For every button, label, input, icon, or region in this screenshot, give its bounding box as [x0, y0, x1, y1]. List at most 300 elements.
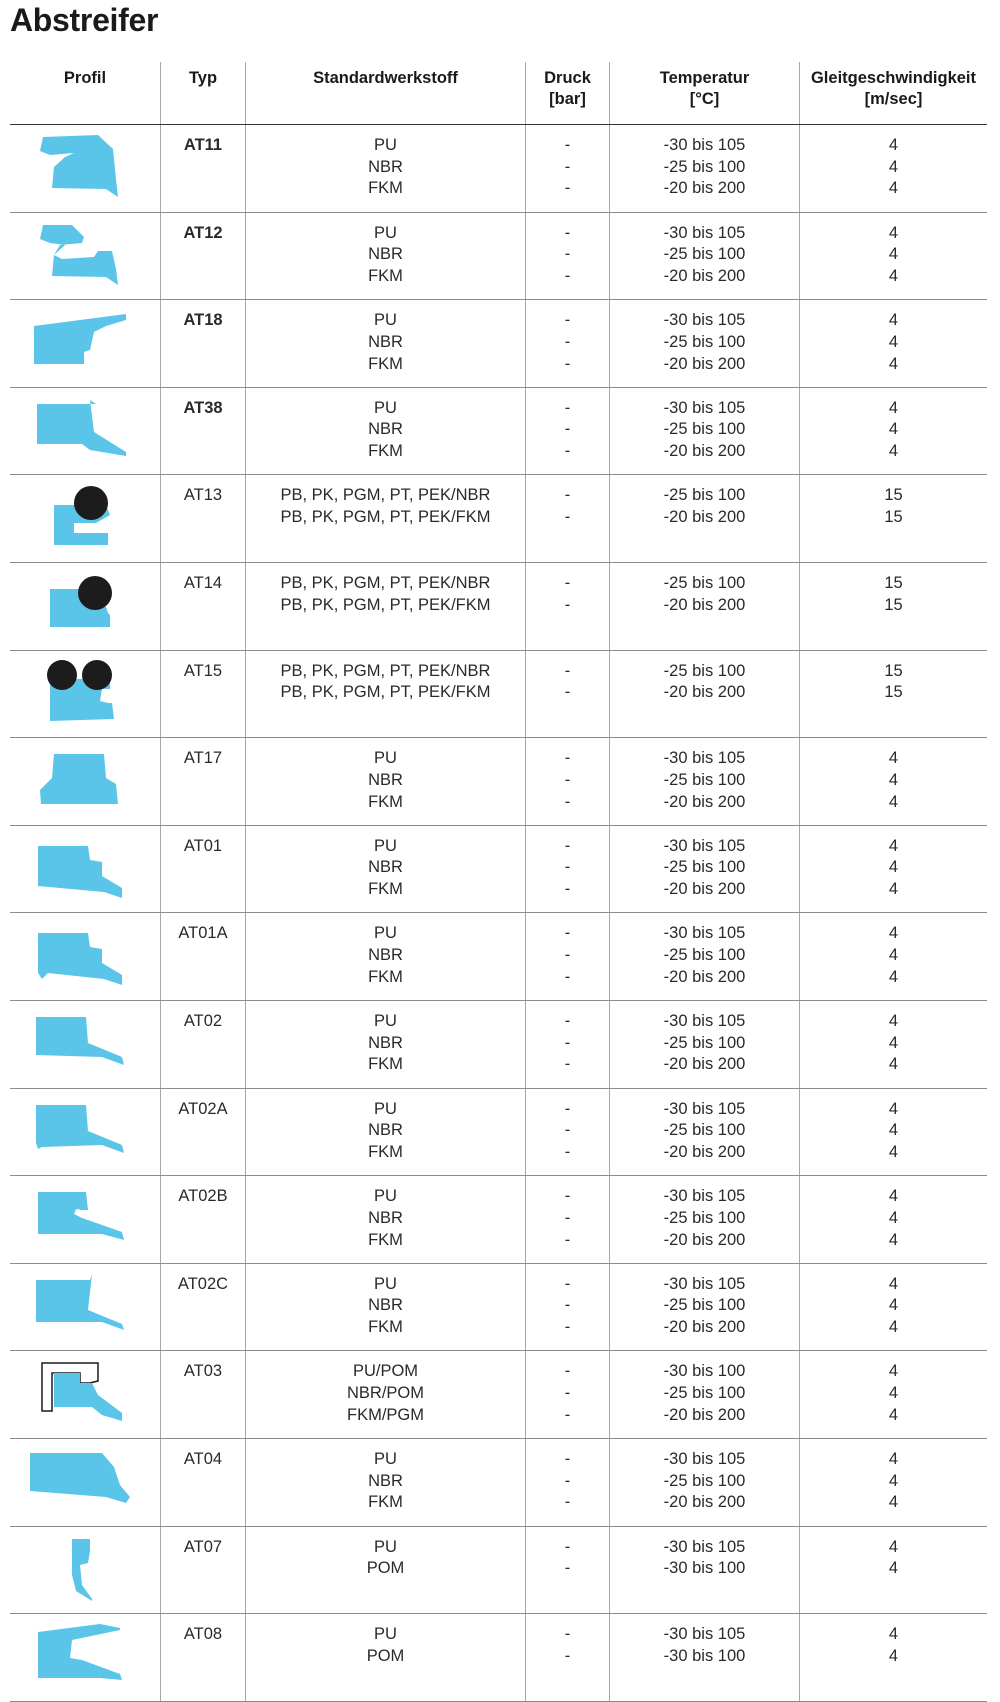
werkstoff-value: PB, PK, PGM, PT, PEK/FKM	[280, 683, 491, 702]
werkstoff-cell	[246, 563, 526, 650]
temperatur-value: -25 bis 100	[663, 486, 746, 505]
table-row	[10, 1001, 987, 1089]
druck-value: -	[564, 1646, 571, 1665]
table-row	[10, 1176, 987, 1264]
geschw-cell	[800, 1614, 987, 1701]
header-label: Typ	[188, 69, 218, 87]
werkstoff-value: PU/POM	[352, 1362, 419, 1381]
temperatur-value: -20 bis 200	[663, 442, 746, 461]
typ-label: AT17	[183, 749, 223, 768]
temperatur-value: -25 bis 100	[663, 1471, 746, 1490]
werkstoff-cell	[246, 1351, 526, 1438]
temperatur-cell	[610, 563, 800, 650]
temperatur-value: -25 bis 100	[663, 1384, 746, 1403]
geschw-value: 4	[888, 1405, 899, 1424]
temperatur-value: -20 bis 200	[663, 508, 746, 527]
table-row	[10, 1351, 987, 1439]
page-title: Abstreifer	[10, 2, 159, 38]
werkstoff-value: PU	[374, 836, 397, 855]
temperatur-value: -20 bis 200	[663, 595, 746, 614]
werkstoff-cell	[246, 1089, 526, 1176]
temperatur-cell	[610, 1614, 800, 1701]
geschw-value: 4	[888, 880, 899, 899]
werkstoff-value: NBR/POM	[346, 1384, 424, 1403]
geschw-value: 4	[888, 1449, 899, 1468]
typ-label: AT08	[183, 1625, 223, 1644]
geschw-value: 4	[888, 1033, 899, 1052]
temperatur-value: -20 bis 200	[663, 1405, 746, 1424]
druck-value: -	[564, 792, 571, 811]
temperatur-cell	[610, 826, 800, 913]
druck-cell	[526, 1614, 610, 1701]
werkstoff-value: FKM	[368, 880, 403, 899]
geschw-value: 15	[884, 486, 903, 505]
temperatur-value: -30 bis 100	[663, 1559, 746, 1578]
geschw-cell	[800, 300, 987, 387]
druck-cell	[526, 1351, 610, 1438]
werkstoff-value: NBR	[368, 157, 403, 176]
geschw-value: 4	[888, 1055, 899, 1074]
geschw-cell	[800, 1001, 987, 1088]
temperatur-value: -30 bis 105	[663, 1187, 746, 1206]
druck-value: -	[564, 1230, 571, 1249]
geschw-cell	[800, 913, 987, 1000]
druck-value: -	[564, 1011, 571, 1030]
temperatur-cell	[610, 125, 800, 212]
werkstoff-value: PU	[374, 311, 397, 330]
werkstoff-cell	[246, 125, 526, 212]
table-row	[10, 651, 987, 739]
druck-value: -	[564, 573, 571, 592]
table-row	[10, 1614, 987, 1702]
geschw-value: 4	[888, 398, 899, 417]
temperatur-value: -25 bis 100	[663, 770, 746, 789]
druck-value: -	[564, 1362, 571, 1381]
werkstoff-value: FKM	[368, 1230, 403, 1249]
typ-label: AT04	[183, 1449, 223, 1468]
temperatur-value: -20 bis 200	[663, 1055, 746, 1074]
header-druck	[526, 62, 610, 124]
druck-value: -	[564, 136, 571, 154]
druck-value: -	[564, 1384, 571, 1403]
typ-label: AT11	[183, 136, 223, 154]
table-row	[10, 826, 987, 914]
druck-value: -	[564, 967, 571, 986]
temperatur-cell	[610, 388, 800, 475]
temperatur-value: -25 bis 100	[663, 1208, 746, 1227]
druck-value: -	[564, 749, 571, 768]
werkstoff-value: FKM	[368, 967, 403, 986]
profile-at02b-icon	[10, 1176, 161, 1262]
temperatur-value: -20 bis 200	[663, 880, 746, 899]
header-profil	[10, 62, 161, 124]
profil-cell	[10, 300, 161, 387]
table-row	[10, 913, 987, 1001]
druck-value: -	[564, 442, 571, 461]
geschw-value: 4	[888, 223, 899, 242]
druck-value: -	[564, 1187, 571, 1206]
temperatur-value: -30 bis 105	[663, 311, 746, 330]
geschw-value: 4	[888, 1187, 899, 1206]
geschw-value: 15	[884, 508, 903, 527]
werkstoff-value: PB, PK, PGM, PT, PEK/NBR	[280, 486, 491, 505]
geschw-value: 4	[888, 1011, 899, 1030]
druck-value: -	[564, 1208, 571, 1227]
temperatur-value: -30 bis 100	[663, 1646, 746, 1665]
temperatur-value: -30 bis 105	[663, 1537, 746, 1556]
werkstoff-value: PB, PK, PGM, PT, PEK/NBR	[280, 573, 491, 592]
seal-table	[10, 62, 987, 1702]
werkstoff-value: NBR	[368, 1121, 403, 1140]
profil-cell	[10, 1527, 161, 1614]
geschw-cell	[800, 213, 987, 300]
table-row	[10, 300, 987, 388]
werkstoff-value: FKM	[368, 1055, 403, 1074]
werkstoff-value: NBR	[368, 946, 403, 965]
geschw-value: 4	[888, 1296, 899, 1315]
druck-cell	[526, 1176, 610, 1263]
typ-cell	[161, 300, 246, 387]
profil-cell	[10, 388, 161, 475]
temperatur-value: -25 bis 100	[663, 420, 746, 439]
druck-value: -	[564, 1099, 571, 1118]
temperatur-cell	[610, 651, 800, 738]
werkstoff-value: PU	[374, 1537, 397, 1556]
druck-value: -	[564, 311, 571, 330]
werkstoff-cell	[246, 1176, 526, 1263]
geschw-value: 4	[888, 1142, 899, 1161]
geschw-value: 4	[888, 1559, 899, 1578]
werkstoff-cell	[246, 913, 526, 1000]
werkstoff-cell	[246, 213, 526, 300]
temperatur-value: -30 bis 105	[663, 1625, 746, 1644]
typ-cell	[161, 738, 246, 825]
geschw-value: 4	[888, 967, 899, 986]
profil-cell	[10, 913, 161, 1000]
werkstoff-value: PU	[374, 924, 397, 943]
werkstoff-value: NBR	[368, 420, 403, 439]
profile-at38-icon	[10, 388, 161, 474]
werkstoff-cell	[246, 1614, 526, 1701]
druck-value: -	[564, 1142, 571, 1161]
werkstoff-cell	[246, 738, 526, 825]
profile-at14-icon	[10, 563, 161, 649]
temperatur-value: -25 bis 100	[663, 1121, 746, 1140]
temperatur-value: -25 bis 100	[663, 661, 746, 680]
table-row	[10, 125, 987, 213]
werkstoff-value: POM	[366, 1559, 405, 1578]
geschw-value: 4	[888, 946, 899, 965]
werkstoff-value: NBR	[368, 1033, 403, 1052]
temperatur-cell	[610, 1439, 800, 1526]
table-row	[10, 738, 987, 826]
werkstoff-value: NBR	[368, 1208, 403, 1227]
typ-label: AT12	[183, 223, 223, 242]
temperatur-value: -30 bis 105	[663, 1099, 746, 1118]
temperatur-value: -25 bis 100	[663, 245, 746, 264]
druck-value: -	[564, 1033, 571, 1052]
typ-cell	[161, 125, 246, 212]
druck-value: -	[564, 223, 571, 242]
temperatur-cell	[610, 738, 800, 825]
typ-label: AT07	[183, 1537, 223, 1556]
geschw-cell	[800, 1089, 987, 1176]
werkstoff-value: PB, PK, PGM, PT, PEK/FKM	[280, 595, 491, 614]
geschw-cell	[800, 125, 987, 212]
druck-cell	[526, 826, 610, 913]
temperatur-value: -20 bis 200	[663, 967, 746, 986]
table-row	[10, 388, 987, 476]
werkstoff-value: FKM/PGM	[347, 1405, 424, 1424]
druck-cell	[526, 738, 610, 825]
geschw-value: 4	[888, 157, 899, 176]
werkstoff-value: PU	[374, 1187, 397, 1206]
temperatur-value: -20 bis 200	[663, 354, 746, 373]
temperatur-value: -30 bis 105	[663, 223, 746, 242]
druck-value: -	[564, 179, 571, 198]
geschw-value: 4	[888, 179, 899, 198]
temperatur-value: -20 bis 200	[663, 683, 746, 702]
geschw-value: 4	[888, 836, 899, 855]
profile-at03-icon	[10, 1351, 161, 1437]
geschw-value: 4	[888, 245, 899, 264]
druck-cell	[526, 475, 610, 562]
werkstoff-value: PU	[374, 1099, 397, 1118]
geschw-value: 4	[888, 332, 899, 351]
druck-value: -	[564, 398, 571, 417]
profil-cell	[10, 1176, 161, 1263]
geschw-value: 4	[888, 858, 899, 877]
werkstoff-cell	[246, 1527, 526, 1614]
temperatur-value: -25 bis 100	[663, 1033, 746, 1052]
druck-cell	[526, 1527, 610, 1614]
temperatur-value: -25 bis 100	[663, 946, 746, 965]
werkstoff-value: PB, PK, PGM, PT, PEK/FKM	[280, 508, 491, 527]
temperatur-value: -20 bis 200	[663, 179, 746, 198]
table-row	[10, 1527, 987, 1615]
druck-cell	[526, 1001, 610, 1088]
geschw-value: 15	[884, 595, 903, 614]
werkstoff-value: FKM	[368, 267, 403, 285]
werkstoff-value: FKM	[368, 442, 403, 461]
header-label: Standardwerkstoff	[313, 69, 458, 87]
geschw-cell	[800, 826, 987, 913]
druck-value: -	[564, 1121, 571, 1140]
werkstoff-value: NBR	[368, 770, 403, 789]
geschw-cell	[800, 1527, 987, 1614]
profil-cell	[10, 1089, 161, 1176]
temperatur-cell	[610, 1527, 800, 1614]
druck-value: -	[564, 858, 571, 877]
profile-at08-icon	[10, 1614, 161, 1700]
werkstoff-value: FKM	[368, 179, 403, 198]
table-row	[10, 213, 987, 301]
temperatur-value: -25 bis 100	[663, 1296, 746, 1315]
profil-cell	[10, 1001, 161, 1088]
geschw-value: 4	[888, 1646, 899, 1665]
druck-value: -	[564, 836, 571, 855]
temperatur-value: -30 bis 105	[663, 1274, 746, 1293]
geschw-cell	[800, 1439, 987, 1526]
druck-value: -	[564, 1625, 571, 1644]
typ-label: AT14	[183, 573, 223, 592]
druck-value: -	[564, 157, 571, 176]
druck-value: -	[564, 1471, 571, 1490]
geschw-cell	[800, 1351, 987, 1438]
werkstoff-value: NBR	[368, 245, 403, 264]
temperatur-value: -20 bis 200	[663, 1142, 746, 1161]
header-label: [bar]	[549, 90, 586, 108]
typ-cell	[161, 1614, 246, 1701]
geschw-value: 4	[888, 1362, 899, 1381]
profil-cell	[10, 1351, 161, 1438]
druck-cell	[526, 300, 610, 387]
typ-cell	[161, 1001, 246, 1088]
profil-cell	[10, 125, 161, 212]
table-row	[10, 1264, 987, 1352]
temperatur-cell	[610, 1176, 800, 1263]
profile-at11-icon	[10, 125, 161, 211]
druck-cell	[526, 1264, 610, 1351]
header-label: Profil	[63, 69, 107, 87]
profile-at17-icon	[10, 738, 161, 824]
geschw-value: 4	[888, 1537, 899, 1556]
temperatur-value: -20 bis 200	[663, 1230, 746, 1249]
temperatur-value: -30 bis 105	[663, 924, 746, 943]
druck-value: -	[564, 1493, 571, 1512]
typ-label: AT02	[183, 1011, 223, 1030]
temperatur-value: -30 bis 105	[663, 836, 746, 855]
druck-cell	[526, 913, 610, 1000]
geschw-cell	[800, 563, 987, 650]
druck-cell	[526, 563, 610, 650]
temperatur-cell	[610, 913, 800, 1000]
profil-cell	[10, 651, 161, 738]
druck-value: -	[564, 332, 571, 351]
werkstoff-cell	[246, 826, 526, 913]
profile-at01-icon	[10, 826, 161, 912]
werkstoff-value: FKM	[368, 1142, 403, 1161]
druck-value: -	[564, 661, 571, 680]
druck-value: -	[564, 1405, 571, 1424]
temperatur-value: -25 bis 100	[663, 858, 746, 877]
profil-cell	[10, 475, 161, 562]
geschw-value: 4	[888, 354, 899, 373]
profil-cell	[10, 1439, 161, 1526]
druck-value: -	[564, 946, 571, 965]
header-werkstoff	[246, 62, 526, 124]
header-temperatur	[610, 62, 800, 124]
druck-value: -	[564, 1449, 571, 1468]
werkstoff-cell	[246, 475, 526, 562]
temperatur-value: -25 bis 100	[663, 157, 746, 176]
druck-value: -	[564, 267, 571, 285]
geschw-value: 4	[888, 420, 899, 439]
geschw-cell	[800, 388, 987, 475]
temperatur-value: -30 bis 105	[663, 136, 746, 154]
geschw-value: 4	[888, 1274, 899, 1293]
typ-label: AT02B	[178, 1187, 228, 1206]
typ-cell	[161, 1176, 246, 1263]
werkstoff-value: PU	[374, 1625, 397, 1644]
table-body	[10, 125, 987, 1702]
druck-value: -	[564, 1296, 571, 1315]
typ-cell	[161, 651, 246, 738]
typ-cell	[161, 1264, 246, 1351]
werkstoff-value: NBR	[368, 858, 403, 877]
werkstoff-value: FKM	[368, 1493, 403, 1512]
geschw-value: 15	[884, 661, 903, 680]
werkstoff-value: NBR	[368, 332, 403, 351]
temperatur-value: -25 bis 100	[663, 573, 746, 592]
temperatur-cell	[610, 300, 800, 387]
temperatur-value: -30 bis 100	[663, 1362, 746, 1381]
temperatur-value: -30 bis 105	[663, 398, 746, 417]
werkstoff-value: POM	[366, 1646, 405, 1665]
druck-value: -	[564, 486, 571, 505]
profile-at13-icon	[10, 475, 161, 561]
header-label: [°C]	[689, 90, 720, 108]
geschw-value: 4	[888, 311, 899, 330]
table-row	[10, 1089, 987, 1177]
werkstoff-value: PB, PK, PGM, PT, PEK/NBR	[280, 661, 491, 680]
typ-cell	[161, 1089, 246, 1176]
geschw-value: 4	[888, 1493, 899, 1512]
table-row	[10, 563, 987, 651]
header-typ	[161, 62, 246, 124]
typ-cell	[161, 1439, 246, 1526]
profile-at01a-icon	[10, 913, 161, 999]
druck-value: -	[564, 880, 571, 899]
profil-cell	[10, 738, 161, 825]
geschw-value: 4	[888, 442, 899, 461]
druck-value: -	[564, 1274, 571, 1293]
geschw-value: 4	[888, 1625, 899, 1644]
werkstoff-value: PU	[374, 223, 397, 242]
druck-cell	[526, 1089, 610, 1176]
druck-value: -	[564, 1055, 571, 1074]
header-label: Gleitgeschwindigkeit	[810, 69, 977, 87]
profil-cell	[10, 213, 161, 300]
werkstoff-value: NBR	[368, 1471, 403, 1490]
header-label: Temperatur	[659, 69, 750, 87]
typ-label: AT13	[183, 486, 223, 505]
werkstoff-value: PU	[374, 1274, 397, 1293]
werkstoff-cell	[246, 1264, 526, 1351]
geschw-value: 4	[888, 924, 899, 943]
temperatur-cell	[610, 1089, 800, 1176]
werkstoff-value: FKM	[368, 354, 403, 373]
werkstoff-value: FKM	[368, 792, 403, 811]
werkstoff-cell	[246, 651, 526, 738]
werkstoff-cell	[246, 1439, 526, 1526]
profil-cell	[10, 1614, 161, 1701]
geschw-value: 15	[884, 683, 903, 702]
header-geschw	[800, 62, 987, 124]
druck-value: -	[564, 245, 571, 264]
typ-label: AT03	[183, 1362, 223, 1381]
geschw-value: 4	[888, 770, 899, 789]
geschw-cell	[800, 1176, 987, 1263]
geschw-value: 4	[888, 1384, 899, 1403]
typ-cell	[161, 1527, 246, 1614]
werkstoff-cell	[246, 300, 526, 387]
header-label: Druck	[544, 69, 591, 87]
druck-cell	[526, 651, 610, 738]
werkstoff-value: PU	[374, 1011, 397, 1030]
profile-at02-icon	[10, 1001, 161, 1087]
typ-label: AT02A	[178, 1099, 228, 1118]
